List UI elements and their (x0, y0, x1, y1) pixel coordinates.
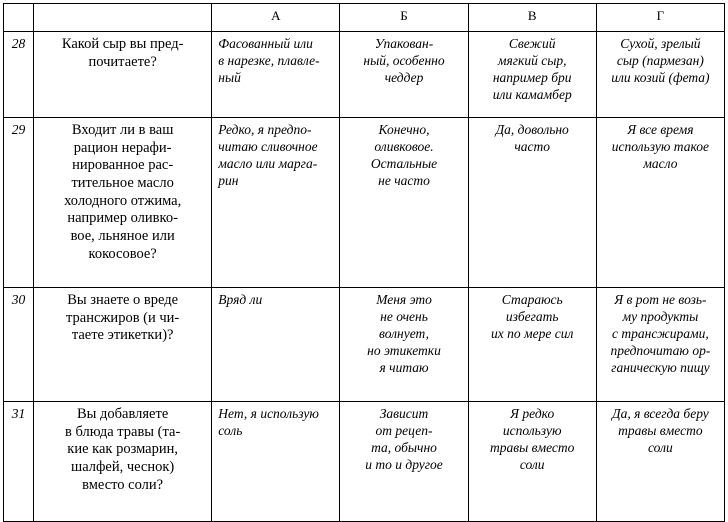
row-question: Вы добавляете в блюда травы (та- кие как розмарин, шалфей, чеснок) вместо соли? (34, 402, 212, 522)
table-header (4, 4, 725, 32)
row-question: Входит ли в ваш рацион нерафи- нированное рас- тительное масло холодного отжима, например оливко- вое, льняное или кокосовое? (34, 118, 212, 288)
answer-option-v[interactable]: Свежий мягкий сыр, например бри или камамбер (468, 32, 596, 118)
answer-option-g[interactable]: Я в рот не возь- му продукты с трансжирами, предпочитаю ор- ганическую пищу (596, 288, 724, 402)
questionnaire-table (3, 3, 725, 522)
table-body (4, 32, 725, 522)
row-number: 29 (4, 118, 34, 288)
row-number: 31 (4, 402, 34, 522)
table-row (4, 118, 725, 288)
column-header-v: В (468, 4, 596, 32)
answer-option-g[interactable]: Сухой, зрелый сыр (пармезан) или козий (фета) (596, 32, 724, 118)
row-number: 28 (4, 32, 34, 118)
answer-option-g[interactable]: Да, я всегда беру травы вместо соли (596, 402, 724, 522)
answer-option-b[interactable]: Зависит от рецеп- та, обычно и то и другое (340, 402, 468, 522)
column-header-number (4, 4, 34, 32)
column-header-question (34, 4, 212, 32)
answer-option-b[interactable]: Упакован- ный, особенно чеддер (340, 32, 468, 118)
table-row (4, 32, 725, 118)
answer-option-v[interactable]: Я редко использую травы вместо соли (468, 402, 596, 522)
answer-option-a[interactable]: Вряд ли (212, 288, 340, 402)
answer-option-v[interactable]: Стараюсь избегать их по мере сил (468, 288, 596, 402)
column-header-a: А (212, 4, 340, 32)
answer-option-a[interactable]: Редко, я предпо- читаю сливочное масло или марга- рин (212, 118, 340, 288)
table-row (4, 402, 725, 522)
column-header-b: Б (340, 4, 468, 32)
row-question: Какой сыр вы пред- почитаете? (34, 32, 212, 118)
row-question: Вы знаете о вреде трансжиров (и чи- таете этикетки)? (34, 288, 212, 402)
answer-option-b[interactable]: Меня это не очень волнует, но этикетки я читаю (340, 288, 468, 402)
answer-option-b[interactable]: Конечно, оливковое. Остальные не часто (340, 118, 468, 288)
questionnaire-page (0, 3, 728, 512)
table-row (4, 288, 725, 402)
answer-option-a[interactable]: Нет, я использую соль (212, 402, 340, 522)
answer-option-g[interactable]: Я все время использую такое масло (596, 118, 724, 288)
answer-option-v[interactable]: Да, довольно часто (468, 118, 596, 288)
column-header-g: Г (596, 4, 724, 32)
answer-option-a[interactable]: Фасованный или в нарезке, плавле- ный (212, 32, 340, 118)
table-header-row (4, 4, 725, 32)
row-number: 30 (4, 288, 34, 402)
